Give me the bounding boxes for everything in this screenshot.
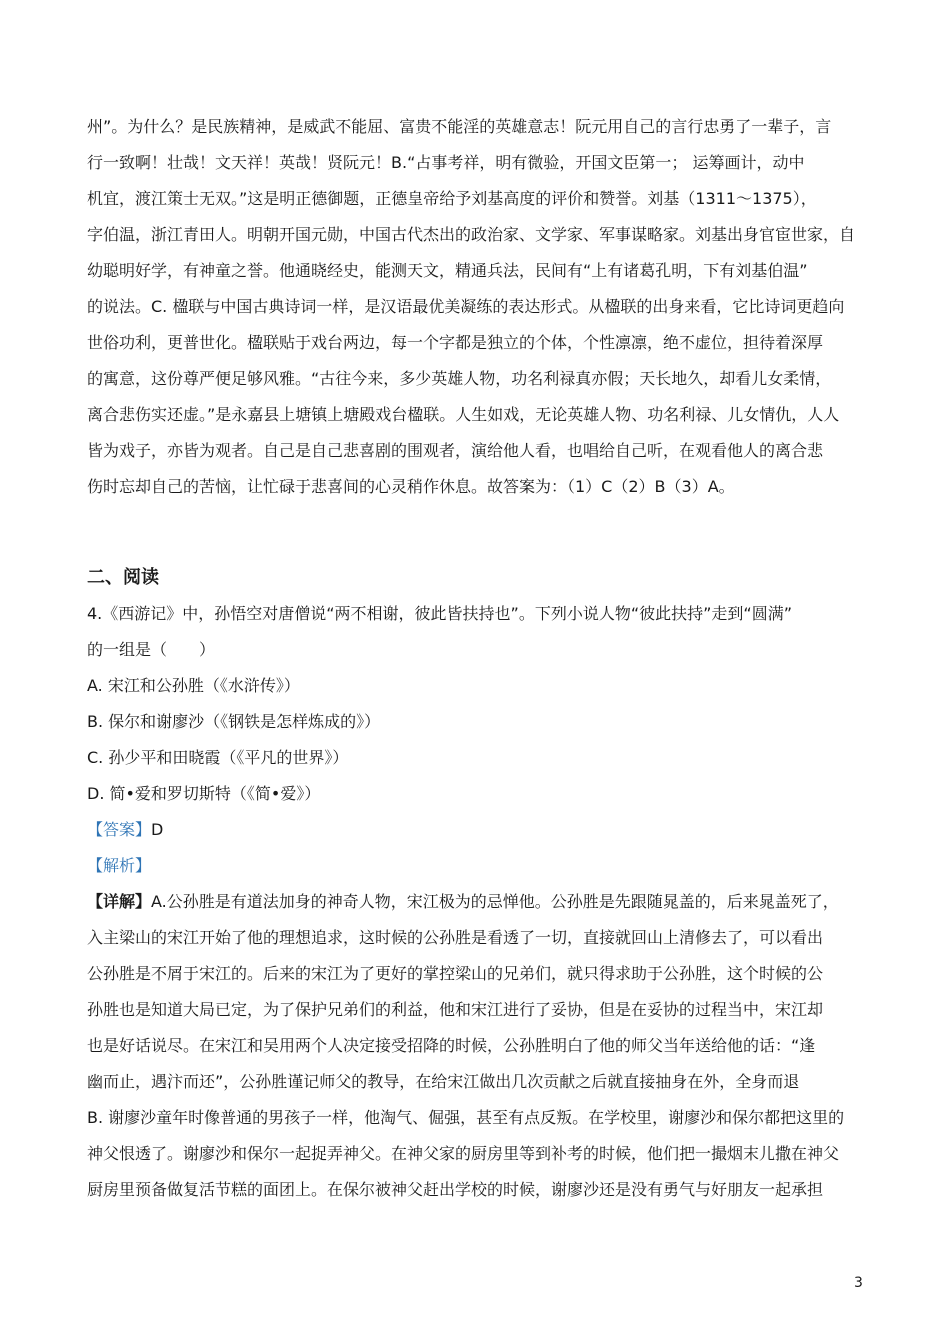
intro-paragraph (87, 109, 877, 505)
paragraph-line: 幽而止，遇汴而还”，公孙胜谨记师父的教导，在给宋江做出几次贡献之后就直接抽身在外，全身而退 (87, 1072, 800, 1091)
section-heading: 二、阅读 (87, 567, 159, 588)
paragraph-line: 行一致啊！壮哉！文天祥！英哉！贤阮元！B.“占事考祥，明有微验，开国文臣第一； 运筹画计，动中 (87, 153, 805, 172)
paragraph-line: 伤时忘却自己的苦恼，让忙碌于悲喜间的心灵稍作休息。故答案为：（1）C（2）B（3）A。 (87, 477, 735, 496)
analysis-line (87, 848, 877, 884)
answer-value: D (151, 820, 164, 839)
page-number: 3 (854, 1275, 863, 1291)
paragraph-line: 入主梁山的宋江开始了他的理想追求，这时候的公孙胜是看透了一切，直接就回山上清修去了，可以看出 (87, 928, 824, 947)
paragraph-line: 机宜，渡江策士无双。”这是明正德御题，正德皇帝给予刘基高度的评价和赞誉。刘基（1311～1375）， (87, 189, 817, 208)
paragraph-line: 皆为戏子，亦皆为观者。自己是自己悲喜剧的围观者，演给他人看，也唱给自己听，在观看他人的离合悲 (87, 441, 824, 460)
detail-first-text: A.公孙胜是有道法加身的神奇人物，宋江极为的忌惮他。公孙胜是先跟随晁盖的，后来晁盖死了， (151, 892, 839, 911)
answer-line (87, 812, 877, 848)
paragraph-line: 神父恨透了。谢廖沙和保尔一起捉弄神父。在神父家的厨房里等到补考的时候，他们把一撮烟末儿撒在神父 (87, 1144, 840, 1163)
paragraph-line: 厨房里预备做复活节糕的面团上。在保尔被神父赶出学校的时候，谢廖沙还是没有勇气与好朋友一起承担 (87, 1180, 824, 1199)
analysis-label: 【解析】 (87, 856, 152, 875)
option-c: C. 孙少平和田晓霞（《平凡的世界》） (87, 748, 349, 767)
question-stem-line: 的一组是（ ） (87, 640, 216, 659)
paragraph-line: 也是好话说尽。在宋江和吴用两个人决定接受招降的时候，公孙胜明白了他的师父当年送给他的话：“逢 (87, 1036, 816, 1055)
option-d: D. 简•爱和罗切斯特（《简•爱》） (87, 784, 321, 803)
question-stem-line: 4.《西游记》中，孙悟空对唐僧说“两不相谢，彼此皆扶持也”。下列小说人物“彼此扶持”走到“圆满” (87, 604, 793, 623)
paragraph-line: 幼聪明好学，有神童之誉。他通晓经史，能测天文，精通兵法，民间有“上有诸葛孔明，下有刘基伯温” (87, 261, 808, 280)
paragraph-line: 州”。为什么？是民族精神，是威武不能屈、富贵不能淫的英雄意志！阮元用自己的言行忠勇了一辈子，言 (87, 117, 832, 136)
option-a: A. 宋江和公孙胜（《水浒传》） (87, 676, 300, 695)
answer-label: 【答案】 (87, 820, 152, 839)
option-b: B. 保尔和谢廖沙（《钢铁是怎样炼成的》） (87, 712, 381, 731)
paragraph-line: 的说法。C. 楹联与中国古典诗词一样，是汉语最优美凝练的表达形式。从楹联的出身来看，它比诗词更趋向 (87, 297, 845, 316)
detail-first-line (87, 884, 877, 920)
paragraph-line: 离合悲伤实还虚。”是永嘉县上塘镇上塘殿戏台楹联。人生如戏，无论英雄人物、功名利禄、儿女情仇，人人 (87, 405, 840, 424)
paragraph-line: 世俗功利，更普世化。楹联贴于戏台两边，每一个字都是独立的个体，个性凛凛，绝不虚位，担待着深厚 (87, 333, 824, 352)
paragraph-line: 孙胜也是知道大局已定，为了保护兄弟们的利益，他和宋江进行了妥协，但是在妥协的过程当中，宋江却 (87, 1000, 824, 1019)
paragraph-line: 的寓意，这份尊严便足够风雅。“古往今来，多少英雄人物，功名利禄真亦假；天长地久，却看儿女柔情， (87, 369, 832, 388)
detail-paragraph (87, 884, 877, 1208)
paragraph-line: B. 谢廖沙童年时像普通的男孩子一样，他淘气、倔强，甚至有点反叛。在学校里，谢廖沙和保尔都把这里的 (87, 1108, 845, 1127)
paragraph-line: 公孙胜是不屑于宋江的。后来的宋江为了更好的掌控梁山的兄弟们，就只得求助于公孙胜，这个时候的公 (87, 964, 824, 983)
detail-label: 【详解】 (87, 892, 152, 911)
paragraph-line: 字伯温，浙江青田人。明朝开国元勋，中国古代杰出的政治家、文学家、军事谋略家。刘基出身官宦世家，自 (87, 225, 856, 244)
question-block (87, 596, 877, 884)
